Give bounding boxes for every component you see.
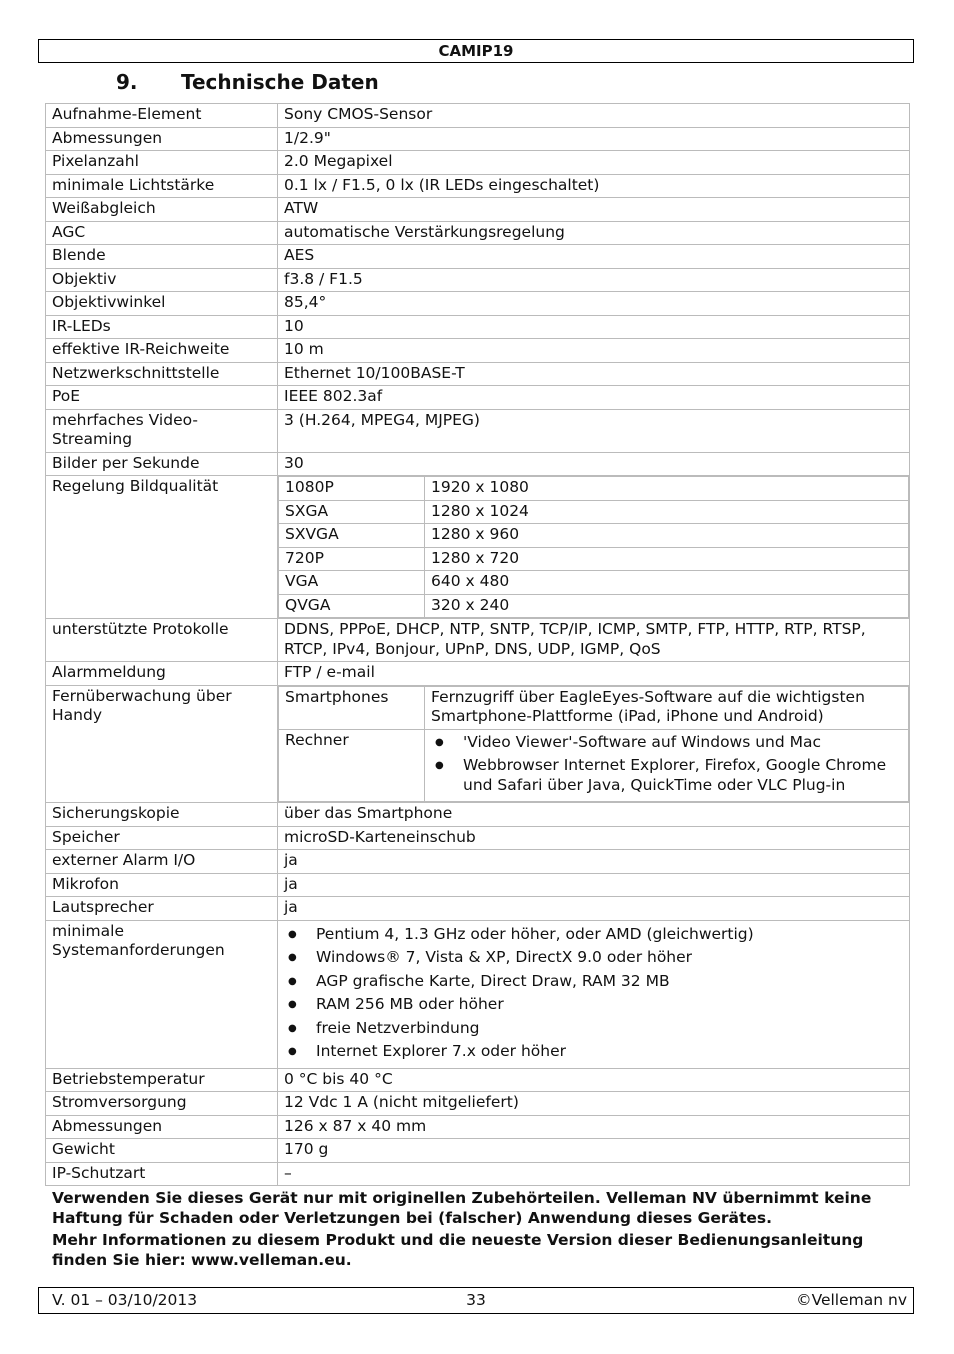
table-row bbox=[46, 826, 910, 850]
spec-value: Ethernet 10/100BASE-T bbox=[278, 362, 910, 386]
quality-resolution: 1280 x 1024 bbox=[425, 500, 909, 524]
spec-key: Stromversorgung bbox=[46, 1092, 278, 1116]
spec-value: 10 m bbox=[278, 339, 910, 363]
spec-value: ja bbox=[278, 850, 910, 874]
quality-mode: SXVGA bbox=[279, 524, 425, 548]
spec-key: Abmessungen bbox=[46, 1115, 278, 1139]
spec-key: mehrfaches Video-Streaming bbox=[46, 409, 278, 452]
spec-table bbox=[45, 103, 910, 1186]
page-header bbox=[38, 39, 914, 63]
quality-row bbox=[279, 500, 909, 524]
spec-value: Sony CMOS-Sensor bbox=[278, 104, 910, 128]
spec-value: 2.0 Megapixel bbox=[278, 151, 910, 175]
section-heading: Technische Daten bbox=[181, 70, 379, 94]
spec-value: 170 g bbox=[278, 1139, 910, 1163]
spec-key: AGC bbox=[46, 221, 278, 245]
spec-key: Objektiv bbox=[46, 268, 278, 292]
table-row bbox=[46, 268, 910, 292]
spec-value: f3.8 / F1.5 bbox=[278, 268, 910, 292]
version-text: V. 01 – 03/10/2013 bbox=[52, 1291, 198, 1309]
spec-key: unterstützte Protokolle bbox=[46, 619, 278, 662]
table-row bbox=[46, 920, 910, 1068]
table-row bbox=[46, 1139, 910, 1163]
quality-mode: 720P bbox=[279, 547, 425, 571]
spec-key: Weißabgleich bbox=[46, 198, 278, 222]
quality-mode: QVGA bbox=[279, 594, 425, 618]
spec-value: DDNS, PPPoE, DHCP, NTP, SNTP, TCP/IP, ICMP, SMTP, FTP, HTTP, RTP, RTSP, RTCP, IPv4, Bonjour, UPnP, DNS, UDP, IGMP, QoS bbox=[278, 619, 910, 662]
warning-note: Verwenden Sie dieses Gerät nur mit originellen Zubehörteilen. Velleman NV übernimmt keine Haftung für Schaden oder Verletzungen bei (falscher) Anwendung dieses Gerätes. bbox=[52, 1189, 872, 1227]
remote-subtable bbox=[278, 686, 909, 803]
quality-resolution: 1920 x 1080 bbox=[425, 477, 909, 501]
spec-value: 85,4° bbox=[278, 292, 910, 316]
quality-row bbox=[279, 477, 909, 501]
section-title bbox=[116, 70, 379, 94]
copyright-text: ©Velleman nv bbox=[796, 1291, 907, 1309]
table-row bbox=[46, 803, 910, 827]
spec-key: Lautsprecher bbox=[46, 897, 278, 921]
spec-key: PoE bbox=[46, 386, 278, 410]
list-item: ● 'Video Viewer'-Software auf Windows und Mac bbox=[431, 733, 902, 753]
remote-row bbox=[279, 729, 909, 802]
quality-mode: 1080P bbox=[279, 477, 425, 501]
quality-row bbox=[279, 571, 909, 595]
spec-value bbox=[278, 920, 910, 1068]
spec-key: Netzwerkschnittstelle bbox=[46, 362, 278, 386]
spec-value: 0 °C bis 40 °C bbox=[278, 1068, 910, 1092]
list-item: ● freie Netzverbindung bbox=[284, 1019, 903, 1039]
table-row bbox=[46, 386, 910, 410]
spec-key: Fernüberwachung über Handy bbox=[46, 685, 278, 803]
spec-value: IEEE 802.3af bbox=[278, 386, 910, 410]
table-row bbox=[46, 1092, 910, 1116]
spec-value: automatische Verstärkungsregelung bbox=[278, 221, 910, 245]
table-row bbox=[46, 362, 910, 386]
remote-description: Fernzugriff über EagleEyes-Software auf die wichtigsten Smartphone-Plattforme (iPad, iPhone und Android) bbox=[425, 686, 909, 729]
table-row bbox=[46, 292, 910, 316]
remote-device: Rechner bbox=[279, 729, 425, 802]
spec-key: Regelung Bildqualität bbox=[46, 476, 278, 619]
spec-key: Mikrofon bbox=[46, 873, 278, 897]
table-row bbox=[46, 873, 910, 897]
spec-value: 10 bbox=[278, 315, 910, 339]
page-footer bbox=[38, 1287, 914, 1314]
spec-key: Gewicht bbox=[46, 1139, 278, 1163]
remote-device: Smartphones bbox=[279, 686, 425, 729]
section-number: 9. bbox=[116, 70, 138, 94]
table-row bbox=[46, 127, 910, 151]
table-row bbox=[46, 850, 910, 874]
table-row bbox=[46, 897, 910, 921]
spec-key: Abmessungen bbox=[46, 127, 278, 151]
quality-mode: SXGA bbox=[279, 500, 425, 524]
spec-key: effektive IR-Reichweite bbox=[46, 339, 278, 363]
quality-row bbox=[279, 547, 909, 571]
spec-value: 3 (H.264, MPEG4, MJPEG) bbox=[278, 409, 910, 452]
table-row bbox=[46, 339, 910, 363]
spec-value: 30 bbox=[278, 452, 910, 476]
table-row bbox=[46, 476, 910, 619]
spec-key: minimale Systemanforderungen bbox=[46, 920, 278, 1068]
list-item: ● Pentium 4, 1.3 GHz oder höher, oder AMD (gleichwertig) bbox=[284, 925, 903, 945]
quality-resolution: 1280 x 960 bbox=[425, 524, 909, 548]
table-row bbox=[46, 245, 910, 269]
spec-key: IP-Schutzart bbox=[46, 1162, 278, 1186]
table-row bbox=[46, 452, 910, 476]
spec-value: ja bbox=[278, 897, 910, 921]
spec-key: Objektivwinkel bbox=[46, 292, 278, 316]
table-row bbox=[46, 685, 910, 803]
spec-key: Aufnahme-Element bbox=[46, 104, 278, 128]
notes-block bbox=[52, 1188, 902, 1272]
spec-key: Sicherungskopie bbox=[46, 803, 278, 827]
spec-value: FTP / e-mail bbox=[278, 662, 910, 686]
spec-key: minimale Lichtstärke bbox=[46, 174, 278, 198]
spec-key: Speicher bbox=[46, 826, 278, 850]
table-row bbox=[46, 1068, 910, 1092]
table-row bbox=[46, 315, 910, 339]
remote-description bbox=[425, 729, 909, 802]
quality-resolution: 320 x 240 bbox=[425, 594, 909, 618]
spec-value: 126 x 87 x 40 mm bbox=[278, 1115, 910, 1139]
spec-value: 0.1 lx / F1.5, 0 lx (IR LEDs eingeschaltet) bbox=[278, 174, 910, 198]
remote-subtable-cell bbox=[278, 685, 910, 803]
spec-value: – bbox=[278, 1162, 910, 1186]
spec-value: AES bbox=[278, 245, 910, 269]
table-row bbox=[46, 1162, 910, 1186]
quality-row bbox=[279, 524, 909, 548]
table-row bbox=[46, 409, 910, 452]
quality-subtable bbox=[278, 476, 909, 618]
spec-value: 1/2.9" bbox=[278, 127, 910, 151]
spec-key: Blende bbox=[46, 245, 278, 269]
info-note: Mehr Informationen zu diesem Produkt und die neueste Version dieser Bedienungsanleitung finden Sie hier: www.velleman.eu. bbox=[52, 1231, 864, 1269]
spec-key: Bilder per Sekunde bbox=[46, 452, 278, 476]
table-row bbox=[46, 221, 910, 245]
spec-value: über das Smartphone bbox=[278, 803, 910, 827]
spec-value: microSD-Karteneinschub bbox=[278, 826, 910, 850]
quality-subtable-cell bbox=[278, 476, 910, 619]
table-row bbox=[46, 619, 910, 662]
remote-row bbox=[279, 686, 909, 729]
list-item: ● Webbrowser Internet Explorer, Firefox, Google Chrome und Safari über Java, QuickTime oder VLC Plug-in bbox=[431, 756, 902, 795]
spec-key: Alarmmeldung bbox=[46, 662, 278, 686]
spec-key: Betriebstemperatur bbox=[46, 1068, 278, 1092]
list-item: ● RAM 256 MB oder höher bbox=[284, 995, 903, 1015]
list-item: ● Windows® 7, Vista & XP, DirectX 9.0 oder höher bbox=[284, 948, 903, 968]
table-row bbox=[46, 151, 910, 175]
bullet-list bbox=[284, 925, 903, 1062]
spec-value: 12 Vdc 1 A (nicht mitgeliefert) bbox=[278, 1092, 910, 1116]
quality-resolution: 1280 x 720 bbox=[425, 547, 909, 571]
quality-resolution: 640 x 480 bbox=[425, 571, 909, 595]
table-row bbox=[46, 662, 910, 686]
spec-value: ATW bbox=[278, 198, 910, 222]
list-item: ● AGP grafische Karte, Direct Draw, RAM 32 MB bbox=[284, 972, 903, 992]
quality-mode: VGA bbox=[279, 571, 425, 595]
list-item: ● Internet Explorer 7.x oder höher bbox=[284, 1042, 903, 1062]
spec-value: ja bbox=[278, 873, 910, 897]
quality-row bbox=[279, 594, 909, 618]
page-number: 33 bbox=[466, 1291, 486, 1309]
spec-key: externer Alarm I/O bbox=[46, 850, 278, 874]
model-name: CAMIP19 bbox=[438, 42, 514, 60]
table-row bbox=[46, 174, 910, 198]
table-row bbox=[46, 1115, 910, 1139]
spec-key: IR-LEDs bbox=[46, 315, 278, 339]
table-row bbox=[46, 198, 910, 222]
table-row bbox=[46, 104, 910, 128]
bullet-list bbox=[431, 733, 902, 796]
spec-key: Pixelanzahl bbox=[46, 151, 278, 175]
